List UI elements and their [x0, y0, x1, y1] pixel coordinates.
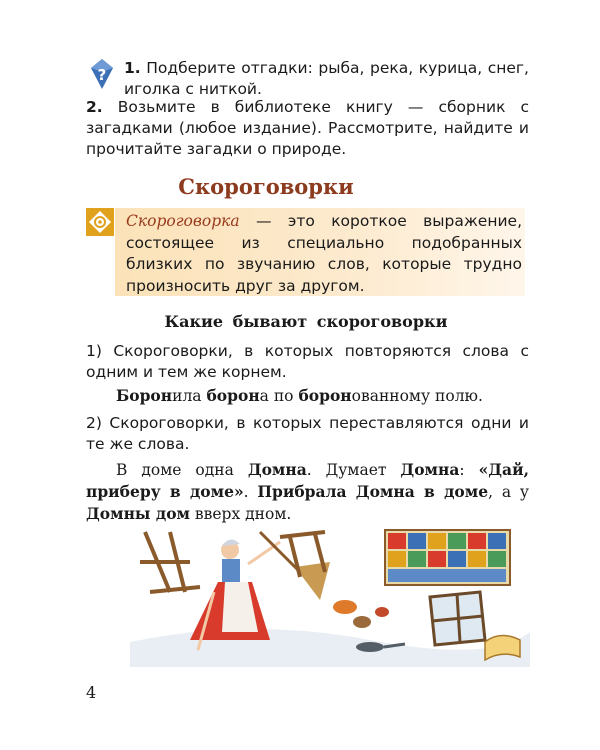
example-text: вверх дном. [190, 505, 292, 523]
example-root: борон [206, 386, 260, 405]
example-text: а по [259, 387, 299, 405]
example-bold: Домна [247, 460, 307, 479]
example-bold: «Дай, приберу в доме» [86, 460, 529, 501]
task-1-number: 1. [124, 59, 141, 77]
definition-text [126, 211, 522, 297]
kind-2-description: 2) Скороговорки, в которых переставляются одни и те же слова. [86, 414, 529, 453]
patchwork-quilt [385, 530, 510, 585]
kinds-heading: Какие бывают скороговорки [164, 312, 448, 331]
example-text: , а у [488, 483, 529, 501]
example-text: . [243, 483, 258, 501]
example-text: . Думает [306, 461, 401, 479]
section-title: Скороговорки [178, 174, 354, 199]
example-text: ованному полю. [351, 387, 483, 405]
task-2-text: Возьмите в библиотеке книгу — сборник с загадками (любое издание). Рассмотрите, найдите и прочитайте загадки о природе. [86, 98, 529, 158]
task-1 [124, 58, 529, 100]
task-2-number: 2. [86, 98, 103, 116]
window-frame [430, 592, 485, 645]
example-root: Борон [116, 386, 173, 405]
example-text: В доме одна [116, 461, 248, 479]
question-icon [90, 58, 114, 90]
svg-text:?: ? [97, 66, 107, 84]
key-definition-icon [86, 208, 114, 236]
example-bold: Домна [400, 460, 460, 479]
illustration-domna-sweeping [130, 522, 530, 667]
kind-2-example [86, 459, 529, 525]
definition-term: Скороговорка [126, 212, 240, 230]
kind-1-example [116, 385, 529, 407]
example-text: ила [172, 387, 207, 405]
example-bold: Домны дом [86, 504, 190, 523]
example-bold: Прибрала Домна в доме [257, 482, 489, 501]
example-text: : [459, 461, 479, 479]
definition-body: — это короткое выражение, состоящее из специально подобранных близких по звучанию слов, которые трудно произносить друг за другом. [126, 212, 522, 295]
page-number: 4 [86, 683, 97, 702]
kind-1-description: 1) Скороговорки, в которых повторяются слова с одним и тем же корнем. [86, 342, 529, 381]
woman-blouse [222, 559, 240, 583]
example-root: борон [298, 386, 352, 405]
task-1-text: Подберите отгадки: рыба, река, курица, снег, иголка с ниткой. [124, 59, 529, 98]
task-2 [86, 97, 529, 160]
